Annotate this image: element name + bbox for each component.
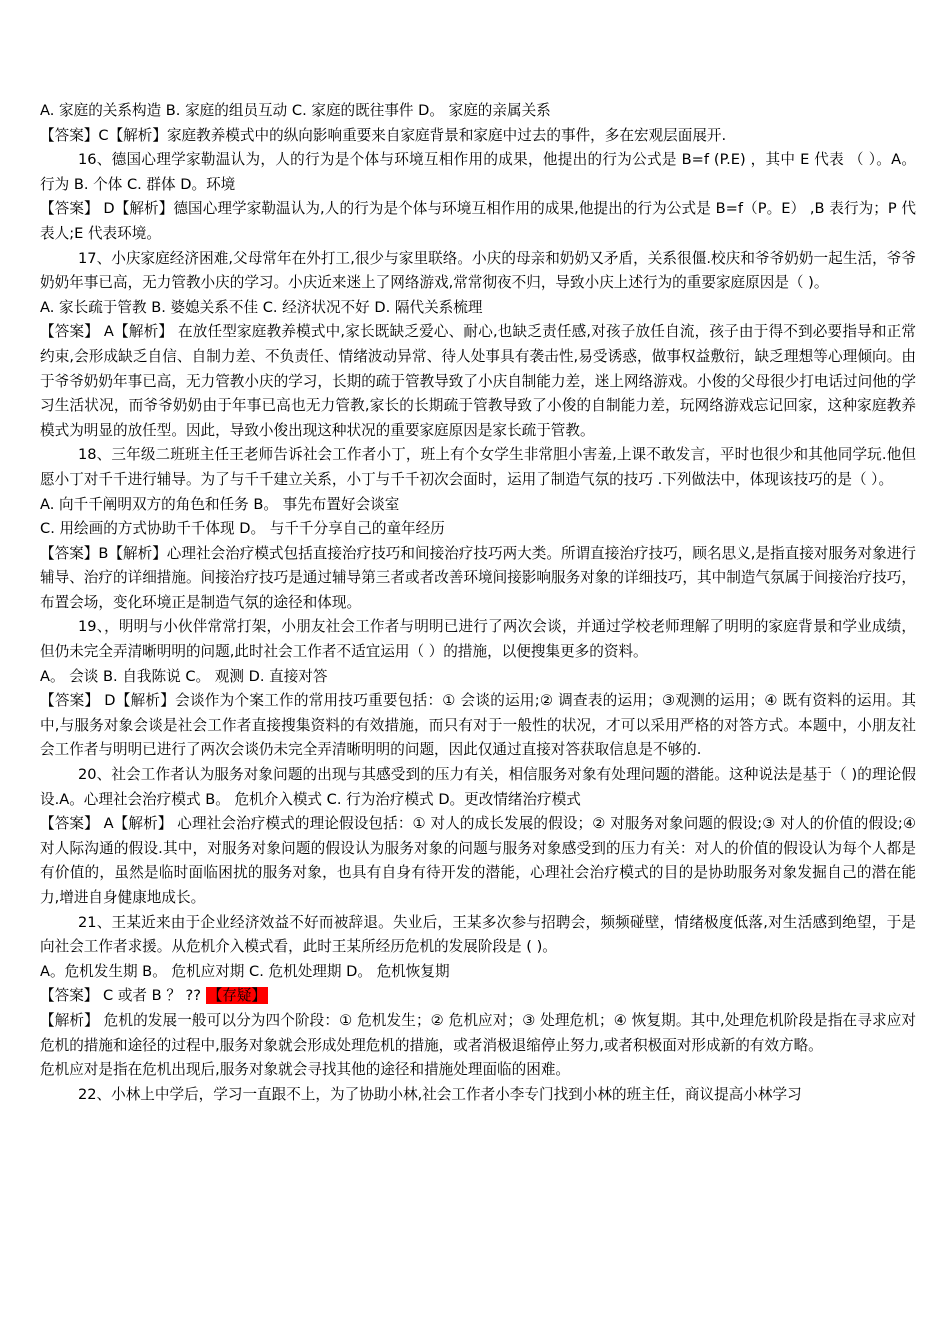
q20-answer: 【答案】 A【解析】 心理社会治疗模式的理论假设包括：① 对人的成长发展的假设；② 对服务对象问题的假设;③ 对人的价值的假设;④ 对人际沟通的假设.其中，对服务对象问题的假设认为服务对象的问题与服务对象感受到的压力有关：对人的价值的假设认为每个人都是有价值的，虽然是临时面临困扰的服务对象，也具有自身有待开发的潜能，心理社会治疗模式的目的是协助服务对象发掘自己的潜在能力,增进自身健康地成长。 <box>40 815 916 906</box>
q17-answer: 【答案】 A【解析】 在放任型家庭教养模式中,家长既缺乏爱心、耐心,也缺乏责任感,对孩子放任自流，孩子由于得不到必要指导和正常约束,会形成缺乏自信、自制力差、不负责任、情绪波动异常、待人处事具有袭击性,易受诱惑，做事权益敷衍，缺乏理想等心理倾向。由于爷爷奶奶年事已高，无力管教小庆的学习，长期的疏于管教导致了小庆自制能力差，迷上网络游戏。小俊的父母很少打电话过问他的学习生活状况，而爷爷奶奶由于年事已高也无力管教,家长的长期疏于管教导致了小俊的自制能力差，玩网络游戏忘记回家，这种家庭教养模式为明显的放任型。因此，导致小俊出现这种状况的重要家庭原因是家长疏于管教。 <box>40 323 916 439</box>
q20-question: 20、社会工作者认为服务对象问题的出现与其感受到的压力有关，相信服务对象有处理问题的潜能。这种说法是基于（ )的理论假设.A。心理社会治疗模式 B。 危机介入模式 C. 行为治疗模式 D。更改情绪治疗模式 <box>40 766 916 808</box>
q16-question: 16、德国心理学家勒温认为，人的行为是个体与环境互相作用的成果，他提出的行为公式是 B=f (P.E) ，其中 E 代表 （ ）。A。 行为 B. 个体 C. 群体 D。环境 <box>40 151 916 193</box>
q19-answer: 【答案】 D【解析】会谈作为个案工作的常用技巧重要包括：① 会谈的运用;② 调查表的运用；③观测的运用；④ 既有资料的运用。其中,与服务对象会谈是社会工作者直接搜集资料的有效措施，而只有对于一般性的状况，才可以采用严格的对答方式。本题中，小朋友社会工作者与明明已进行了两次会谈仍未完全弄清晰明明的问题，因此仅通过直接对答获取信息是不够的. <box>40 692 916 759</box>
q18-options-cd: C. 用绘画的方式协助千千体现 D。 与千千分享自己的童年经历 <box>40 520 445 538</box>
q21-note: 危机应对是指在危机出现后,服务对象就会寻找其他的途径和措施处理面临的困难。 <box>40 1061 571 1079</box>
q21-options: A。危机发生期 B。 危机应对期 C. 危机处理期 D。 危机恢复期 <box>40 962 450 980</box>
document-body <box>40 99 916 1107</box>
q15-options: A. 家庭的关系构造 B. 家庭的组员互动 C. 家庭的既往事件 D。 家庭的亲属关系 <box>40 102 551 119</box>
q19-question: 19、，明明与小伙伴常常打架，小朋友社会工作者与明明已进行了两次会谈，并通过学校老师理解了明明的家庭背景和学业成绩，但仍未完全弄清晰明明的问题,此时社会工作者不适宜运用（ ）的措施，以便搜集更多的资料。 <box>40 618 916 661</box>
q18-answer: 【答案】B【解析】心理社会治疗模式包括直接治疗技巧和间接治疗技巧两大类。所谓直接治疗技巧，顾名思义,是指直接对服务对象进行辅导、治疗的详细措施。间接治疗技巧是通过辅导第三者或者改善环境间接影响服务对象的详细技巧，其中制造气氛属于间接治疗技巧，布置会场，变化环境正是制造气氛的途径和体现。 <box>40 544 916 611</box>
q21-answer-line <box>40 984 916 1009</box>
q17-options: A. 家长疏于管教 B. 婆媳关系不佳 C. 经济状况不好 D. 隔代关系梳理 <box>40 298 483 316</box>
q15-answer: 【答案】C【解析】家庭教养模式中的纵向影响重要来自家庭背景和家庭中过去的事件，多在宏观层面展开. <box>40 126 727 144</box>
q18-question: 18、三年级二班班主任王老师告诉社会工作者小丁，班上有个女学生非常胆小害羞,上课不敢发言，平时也很少和其他同学玩.他但愿小丁对千千进行辅导。为了与千千建立关系，小丁与千千初次会面时，运用了制造气氛的技巧 .下列做法中，体现该技巧的是（ ）。 <box>40 446 916 488</box>
q21-analysis: 【解析】 危机的发展一般可以分为四个阶段：① 危机发生；② 危机应对；③ 处理危机；④ 恢复期。其中,处理危机阶段是指在寻求应对危机的措施和途径的过程中,服务对象就会形成处理危机的措施，或者消极退缩停止努力,或者积极面对形成新的有效方略。 <box>40 1011 916 1054</box>
q21-answer: 【答案】 C 或者 B ？ ?? <box>40 987 202 1005</box>
q22-question: 22、小林上中学后，学习一直跟不上，为了协助小林,社会工作者小李专门找到小林的班主任，商议提高小林学习 <box>77 1085 802 1103</box>
q17-question: 17、小庆家庭经济困难,父母常年在外打工,很少与家里联络。小庆的母亲和奶奶又矛盾，关系很僵.校庆和爷爷奶奶一起生活，爷爷奶奶年事已高，无力管教小庆的学习。小庆近来迷上了网络游戏,常常彻夜不归，导致小庆上述行为的重要家庭原因是（ )。 <box>40 249 916 292</box>
q21-doubt-flag: 【存疑】 <box>207 987 267 1005</box>
q16-answer: 【答案】 D【解析】德国心理学家勒温认为,人的行为是个体与环境互相作用的成果,他提出的行为公式是 B=f（P。E） ,B 表行为；P 代表人;E 代表环境。 <box>40 200 916 242</box>
q18-options-ab: A. 向千千阐明双方的角色和任务 B。 事先布置好会谈室 <box>40 495 400 513</box>
q19-options: A。 会谈 B. 自我陈说 C。 观测 D. 直接对答 <box>40 667 328 685</box>
q21-question: 21、王某近来由于企业经济效益不好而被辞退。失业后，王某多次参与招聘会，频频碰壁，情绪极度低落,对生活感到绝望，于是向社会工作者求援。从危机介入模式看，此时王某所经历危机的发展阶段是 ( )。 <box>40 913 916 956</box>
